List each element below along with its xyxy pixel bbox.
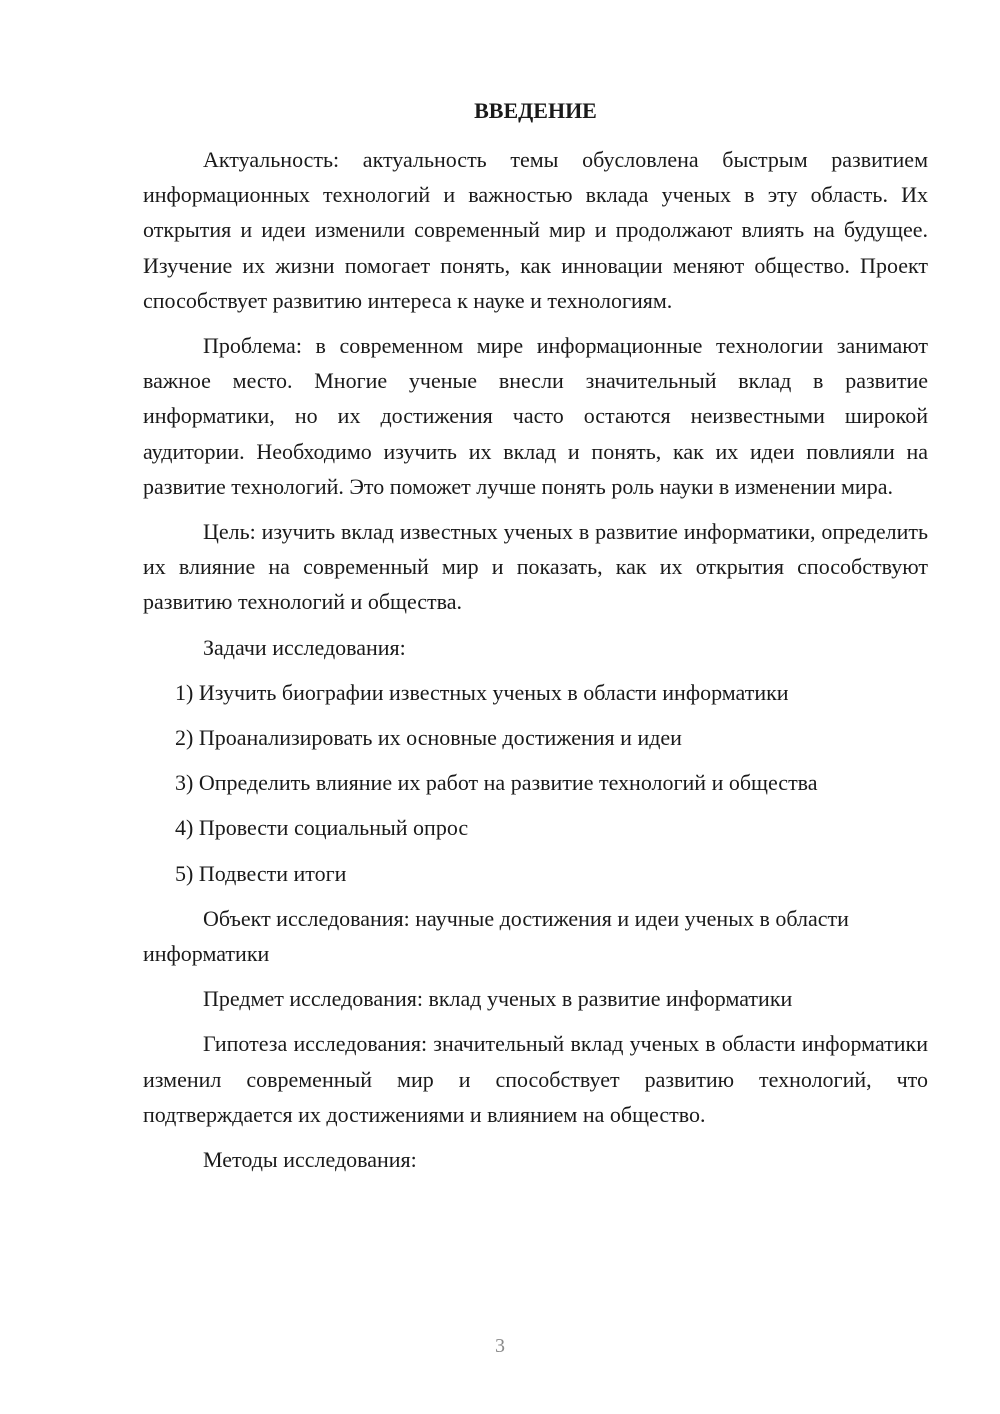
paragraph-relevance: Актуальность: актуальность темы обусловлена быстрым развитием информационных технологий и важностью вклада ученых в эту область. Их открытия и идеи изменили современный мир и продолжают влиять на будущее. Изучение их жизни помогает понять, как инновации меняют общество. Проект способствует развитию интереса к науке и технологиям.: [143, 147, 928, 313]
tasks-list: [143, 675, 928, 891]
tasks-heading: Задачи исследования:: [203, 634, 406, 660]
paragraph-subject: Предмет исследования: вклад ученых в развитие информатики: [203, 986, 793, 1012]
list-item: 2) Проанализировать их основные достижения и идеи: [175, 725, 682, 751]
list-item: 5) Подвести итоги: [175, 860, 347, 886]
page-title: ВВЕДЕНИЕ: [474, 98, 597, 123]
list-item: 1) Изучить биографии известных ученых в области информатики: [175, 679, 789, 705]
page-number: 3: [495, 1335, 505, 1357]
paragraph-goal: Цель: изучить вклад известных ученых в развитие информатики, определить их влияние на современный мир и показать, как их открытия способствуют развитию технологий и общества.: [143, 519, 928, 615]
list-item: 3) Определить влияние их работ на развитие технологий и общества: [175, 770, 818, 796]
list-item: 4) Провести социальный опрос: [175, 815, 469, 841]
paragraph-hypothesis: Гипотеза исследования: значительный вклад ученых в области информатики изменил современный мир и способствует развитию технологий, что подтверждается их достижениями и влиянием на общество.: [143, 1031, 928, 1127]
methods-heading: Методы исследования:: [203, 1147, 417, 1173]
paragraph-problem: Проблема: в современном мире информационные технологии занимают важное место. Многие ученые внесли значительный вклад в развитие информатики, но их достижения часто остаются неизвестными широкой аудитории. Необходимо изучить их вклад и понять, как их идеи повлияли на развитие технологий. Это поможет лучше понять роль науки в изменении мира.: [143, 333, 928, 499]
paragraph-object: Объект исследования: научные достижения и идеи ученых в области информатики: [143, 905, 849, 967]
page-content: [143, 96, 928, 1187]
